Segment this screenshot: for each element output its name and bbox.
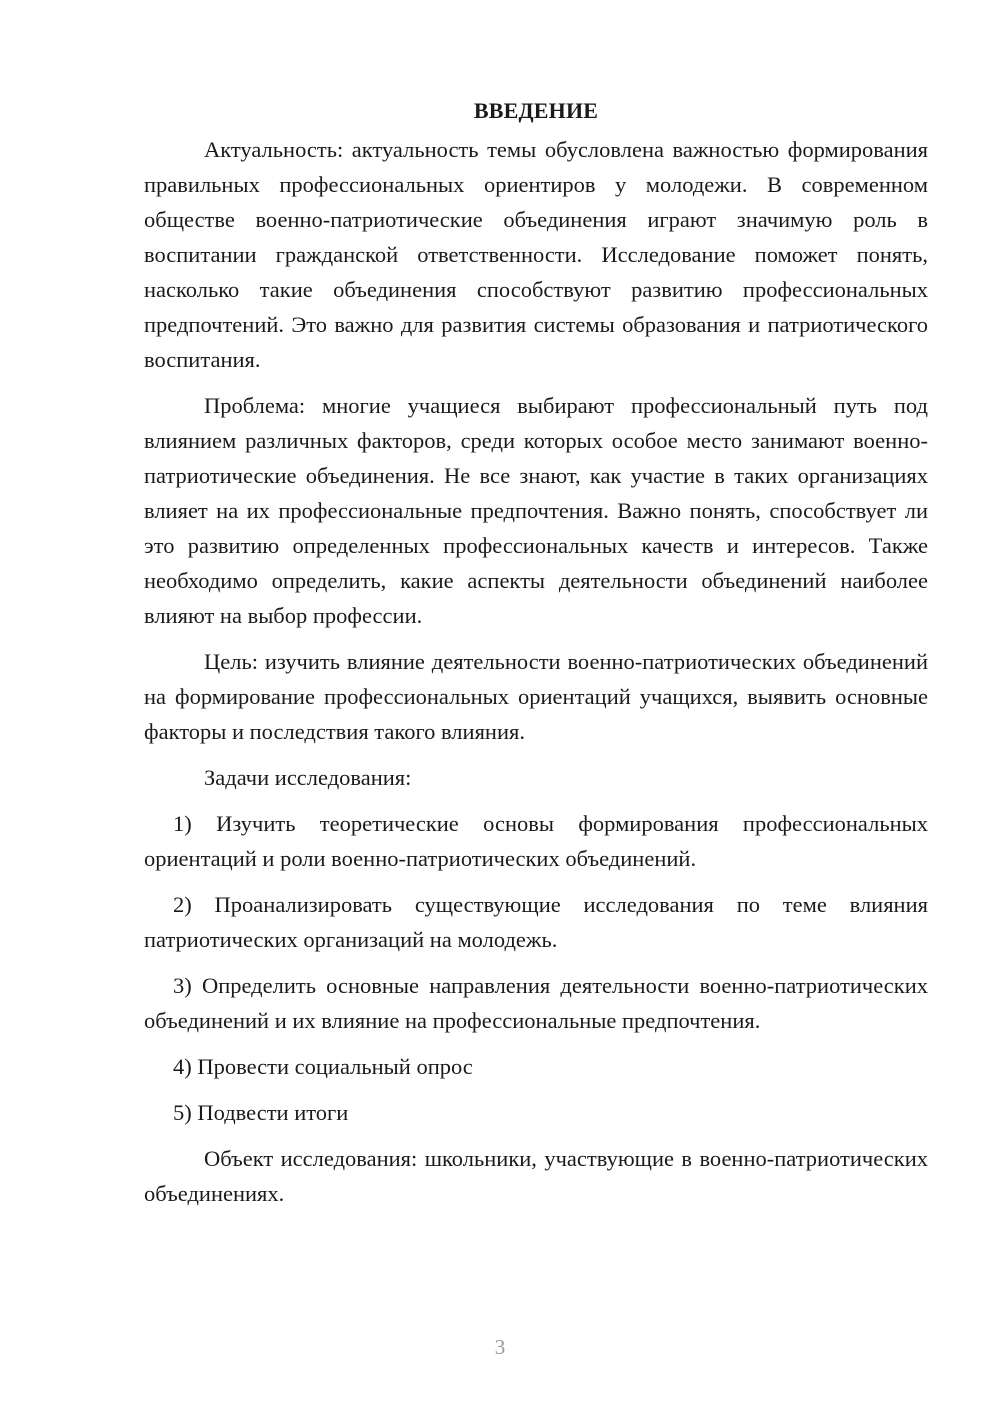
- document-page: [144, 94, 928, 1222]
- object-paragraph: Объект исследования: школьники, участвующие в военно-патриотических объединениях.: [144, 1146, 928, 1206]
- tasks-heading: Задачи исследования:: [204, 765, 412, 790]
- section-heading: ВВЕДЕНИЕ: [473, 98, 599, 123]
- task-item-5: 5) Подвести итоги: [173, 1100, 349, 1125]
- task-item-2: 2) Проанализировать существующие исследования по теме влияния патриотических организаций на молодежь.: [144, 892, 928, 952]
- task-item-3: 3) Определить основные направления деятельности военно-патриотических объединений и их влияние на профессиональные предпочтения.: [144, 973, 928, 1033]
- problem-paragraph: Проблема: многие учащиеся выбирают профессиональный путь под влиянием различных факторов, среди которых особое место занимают военно-патриотические объединения. Не все знают, как участие в таких организациях влияет на их профессиональные предпочтения. Важно понять, способствует ли это развитию определенных профессиональных качеств и интересов. Также необходимо определить, какие аспекты деятельности объединений наиболее влияют на выбор профессии.: [144, 393, 928, 628]
- task-item-1: 1) Изучить теоретические основы формирования профессиональных ориентаций и роли военно-патриотических объединений.: [144, 811, 928, 871]
- goal-paragraph: Цель: изучить влияние деятельности военно-патриотических объединений на формирование профессиональных ориентаций учащихся, выявить основные факторы и последствия такого влияния.: [144, 649, 928, 744]
- task-item-4: 4) Провести социальный опрос: [173, 1054, 473, 1079]
- relevance-paragraph: Актуальность: актуальность темы обусловлена важностью формирования правильных профессиональных ориентиров у молодежи. В современном обществе военно-патриотические объединения играют значимую роль в воспитании гражданской ответственности. Исследование поможет понять, насколько такие объединения способствуют развитию профессиональных предпочтений. Это важно для развития системы образования и патриотического воспитания.: [144, 137, 928, 372]
- page-number: 3: [494, 1335, 506, 1359]
